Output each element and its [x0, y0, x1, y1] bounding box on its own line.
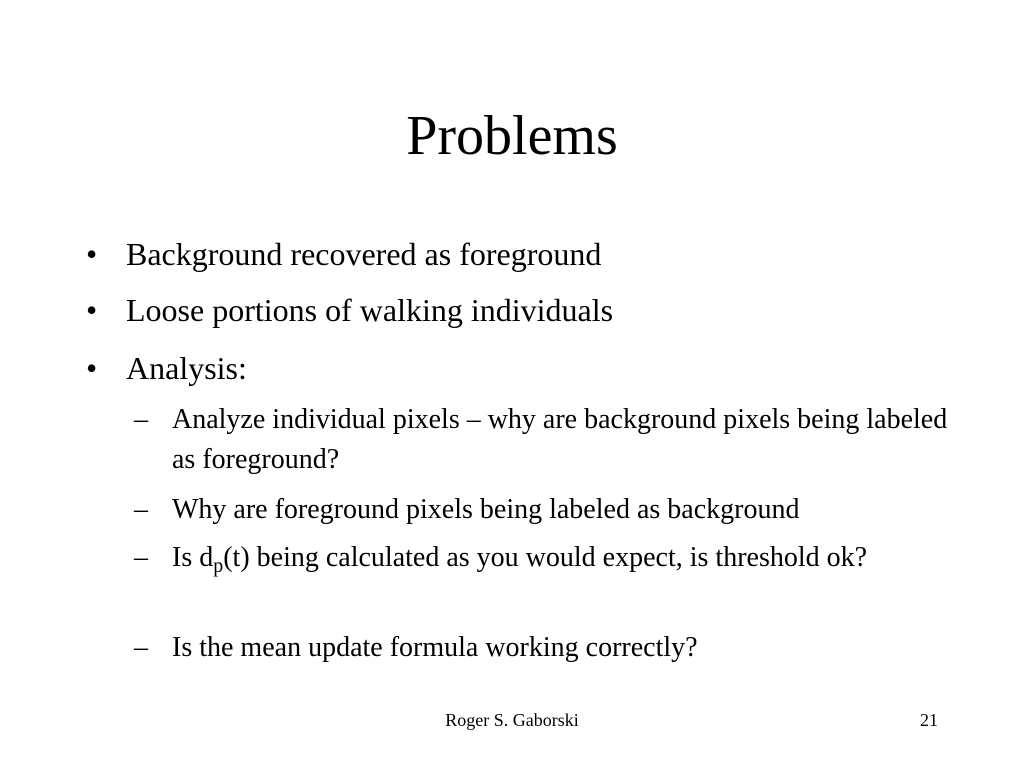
bullet-marker: •	[86, 236, 98, 272]
sub-bullet-marker: –	[134, 494, 148, 525]
sub-bullet-marker: –	[134, 404, 148, 435]
page-number: 21	[920, 710, 938, 730]
sub-bullet-text: Why are foreground pixels being labeled as background	[172, 494, 800, 525]
sub-bullet-item	[134, 400, 952, 480]
slide-title: Problems	[406, 105, 618, 167]
sub-bullet-text: Is the mean update formula working correctly?	[172, 632, 698, 663]
sub-bullet-marker: –	[134, 542, 148, 573]
bullet-marker: •	[86, 350, 98, 386]
sub-bullet-item	[134, 628, 952, 668]
bullet-marker: •	[86, 292, 98, 328]
sub-bullet-marker: –	[134, 632, 148, 663]
bullet-text: Background recovered as foreground	[126, 236, 602, 272]
sub-bullet-item	[134, 538, 872, 578]
bullet-text: Analysis:	[126, 350, 247, 386]
sub-bullet-text-suffix: (t) being calculated as you would expect, is threshold ok?	[223, 542, 868, 573]
sub-bullet-text	[172, 538, 872, 578]
bullet-item	[86, 348, 247, 388]
footer-author: Roger S. Gaborski	[445, 710, 579, 730]
sub-bullet-item	[134, 490, 952, 530]
subscript-p: p	[213, 555, 224, 577]
bullet-text: Loose portions of walking individuals	[126, 292, 614, 328]
bullet-item	[86, 290, 613, 330]
sub-bullet-text-prefix: Is d	[172, 542, 214, 573]
bullet-item	[86, 234, 601, 274]
sub-bullet-text: Analyze individual pixels – why are background pixels being labeled as foreground?	[172, 404, 948, 475]
